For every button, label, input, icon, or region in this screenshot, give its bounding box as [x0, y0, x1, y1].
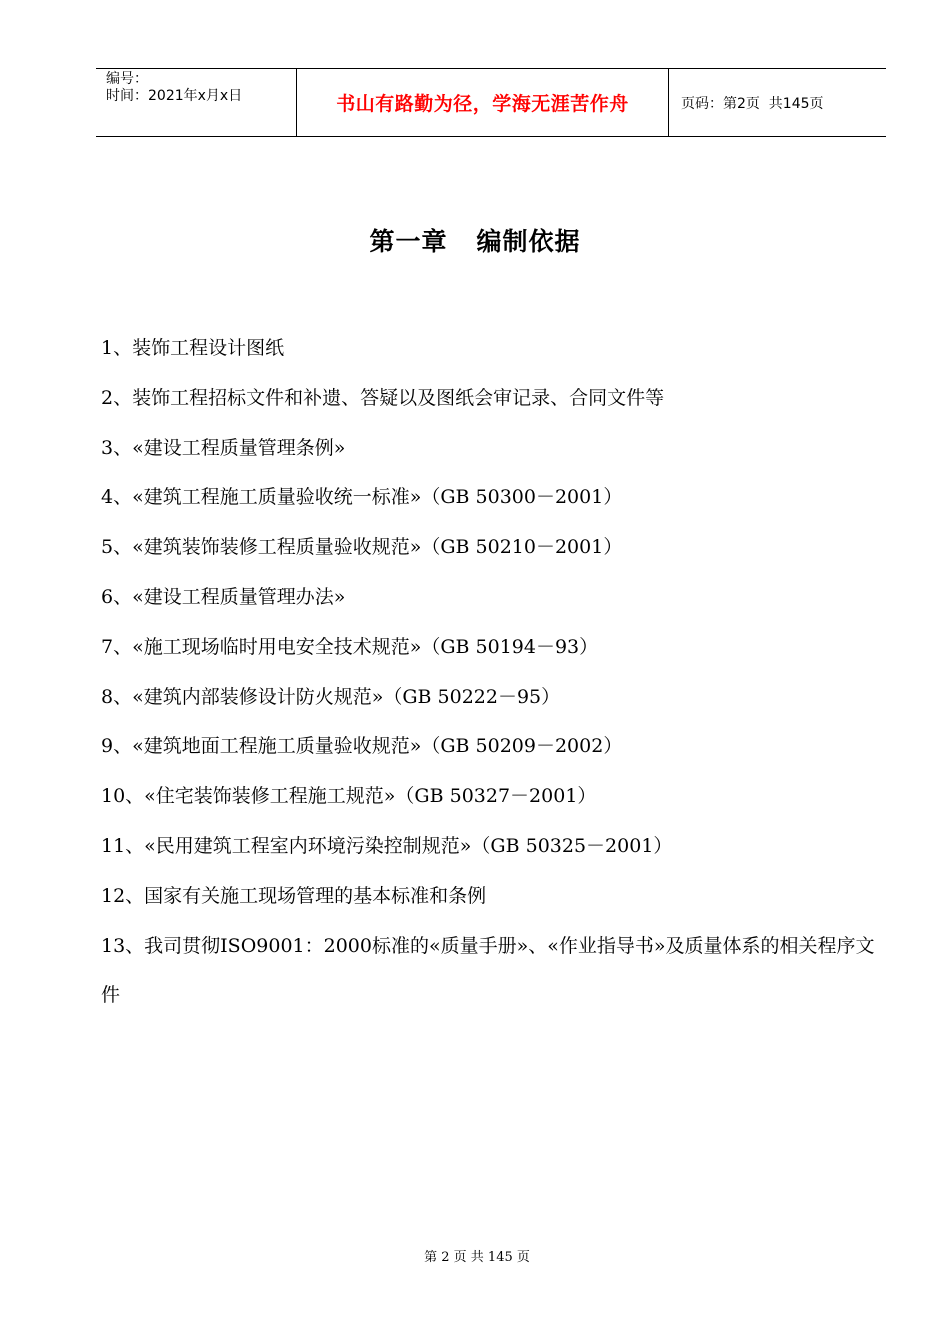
time-label: 时间：2021年x月x日 [106, 88, 243, 104]
list-item: 1、装饰工程设计图纸 [101, 337, 285, 359]
basis-list [101, 324, 891, 1021]
header-meta [96, 69, 297, 136]
chapter-title: 第一章 编制依据 [369, 227, 581, 256]
list-item: 9、«建筑地面工程施工质量验收规范»（GB 50209－2002） [101, 735, 623, 758]
header-page-info [669, 69, 886, 136]
page-header [96, 68, 886, 137]
header-motto: 书山有路勤为径，学海无涯苦作舟 [297, 69, 669, 136]
list-item: 10、«住宅装饰装修工程施工规范»（GB 50327－2001） [101, 785, 597, 808]
list-item: 6、«建设工程质量管理办法» [101, 585, 346, 608]
page-info-text: 页码：第2页 共145页 [681, 95, 824, 112]
list-item: 3、«建设工程质量管理条例» [101, 436, 346, 459]
list-item: 7、«施工现场临时用电安全技术规范»（GB 50194－93） [101, 635, 599, 658]
list-item: 4、«建筑工程施工质量验收统一标准»（GB 50300－2001） [101, 486, 623, 509]
list-item: 8、«建筑内部装修设计防火规范»（GB 50222－95） [101, 685, 561, 708]
page-footer: 第 2 页 共 145 页 [424, 1250, 530, 1265]
list-item: 5、«建筑装饰装修工程质量验收规范»（GB 50210－2001） [101, 536, 623, 559]
list-item: 13、我司贯彻ISO9001：2000标准的«质量手册»、«作业指导书»及质量体系的相关程序文件 [101, 934, 875, 1007]
list-item: 12、国家有关施工现场管理的基本标准和条例 [101, 884, 487, 907]
serial-label: 编号： [106, 71, 148, 87]
list-item: 11、«民用建筑工程室内环境污染控制规范»（GB 50325－2001） [101, 834, 673, 857]
list-item: 2、装饰工程招标文件和补遗、答疑以及图纸会审记录、合同文件等 [101, 386, 665, 409]
